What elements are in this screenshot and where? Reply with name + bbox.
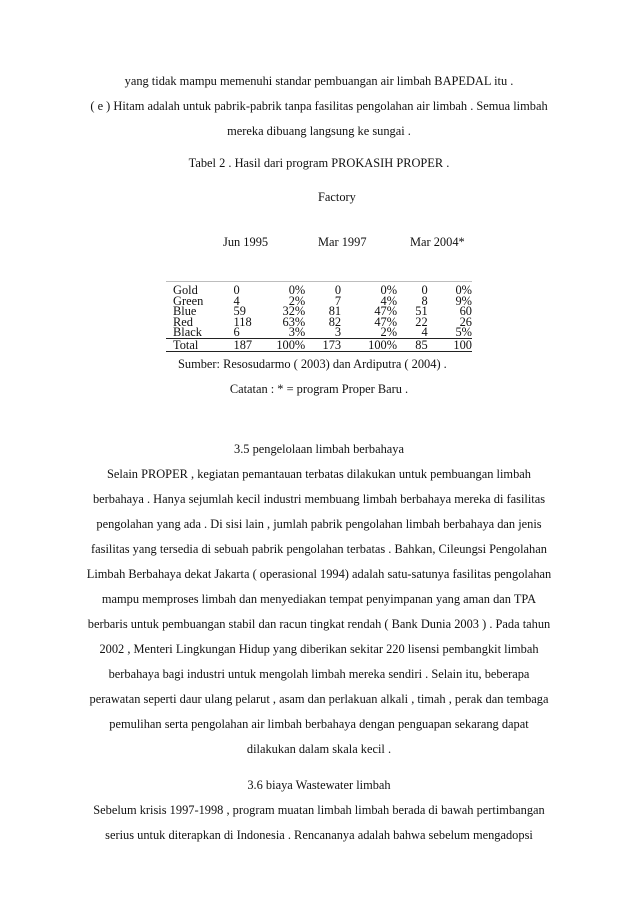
row-label: Green bbox=[173, 293, 204, 308]
cell: 4 bbox=[233, 293, 240, 308]
period-header-3: Mar 2004* bbox=[410, 235, 465, 249]
section-3-5-line: fasilitas yang tersedia di sebuah pabrik pengolahan terbatas . Bahkan, Cileungsi Pengolahan bbox=[91, 542, 547, 556]
proper-results-table bbox=[166, 281, 472, 352]
cell: 32% bbox=[282, 304, 306, 319]
section-3-5-line: mampu memproses limbah dan menyediakan tempat penyimpanan yang aman dan TPA bbox=[101, 592, 537, 606]
cell: 0 bbox=[421, 283, 428, 297]
cell: 0% bbox=[455, 283, 472, 297]
cell: 3% bbox=[288, 325, 306, 340]
section-3-5-line: Limbah Berbahaya dekat Jakarta ( operasional 1994) adalah satu-satunya fasilitas pengolahan bbox=[86, 567, 552, 581]
cell: 5% bbox=[455, 325, 472, 340]
cell: 4% bbox=[380, 293, 398, 308]
cell: 47% bbox=[374, 304, 398, 319]
cell: 100% bbox=[265, 338, 305, 351]
cell: 100% bbox=[341, 338, 397, 351]
intro-line-3: mereka dibuang langsung ke sungai . bbox=[227, 124, 411, 138]
section-3-5-line: Selain PROPER , kegiatan pemantauan terbatas dilakukan untuk pembuangan limbah bbox=[107, 467, 531, 481]
section-3-5-line: pemulihan serta pengolahan air limbah berbahaya dengan penguapan sekarang dapat bbox=[109, 717, 529, 731]
cell: 82 bbox=[328, 314, 342, 329]
section-3-5-line: pengolahan yang ada . Di sisi lain , jumlah pabrik pengolahan limbah berbahaya dan jenis bbox=[96, 517, 542, 531]
cell: 2% bbox=[380, 325, 398, 340]
section-3-6-line: Sebelum krisis 1997-1998 , program muatan limbah limbah berada di bawah pertimbangan bbox=[93, 803, 545, 817]
intro-line-1: yang tidak mampu memenuhi standar pembuangan air limbah BAPEDAL itu . bbox=[124, 74, 514, 88]
row-label: Red bbox=[173, 314, 193, 329]
cell: 7 bbox=[334, 293, 342, 308]
cell: 59 bbox=[233, 304, 246, 319]
cell: 60 bbox=[459, 304, 472, 319]
table-row bbox=[166, 327, 472, 338]
section-3-5-line: berbaris untuk pembuangan stabil dan racun tingkat rendah ( Bank Dunia 2003 ) . Pada tahun bbox=[87, 617, 551, 631]
cell: 85 bbox=[397, 338, 428, 351]
table-note: Catatan : * = program Proper Baru . bbox=[229, 382, 409, 396]
cell: 2% bbox=[288, 293, 306, 308]
intro-line-2: ( e ) Hitam adalah untuk pabrik-pabrik tanpa fasilitas pengolahan air limbah . Semua limbah bbox=[90, 99, 548, 113]
table-total-row bbox=[166, 338, 472, 351]
cell: 100 bbox=[428, 338, 472, 351]
row-label: Black bbox=[173, 325, 202, 340]
cell: 81 bbox=[328, 304, 342, 319]
period-header-1: Jun 1995 bbox=[223, 235, 269, 249]
cell: 26 bbox=[459, 314, 472, 329]
row-label: Blue bbox=[173, 304, 197, 319]
section-3-5-line: dilakukan dalam skala kecil . bbox=[246, 742, 392, 756]
cell: 0 bbox=[334, 283, 342, 297]
cell: 187 bbox=[234, 338, 266, 351]
cell: 0% bbox=[380, 283, 398, 297]
table-source: Sumber: Resosudarmo ( 2003) dan Ardiputra ( 2004) . bbox=[178, 357, 447, 371]
section-3-6-line: serius untuk diterapkan di Indonesia . Rencananya adalah bahwa sebelum mengadopsi bbox=[105, 828, 533, 842]
cell: 0 bbox=[233, 283, 240, 297]
period-header-2: Mar 1997 bbox=[318, 235, 367, 249]
section-3-5-line: perawatan seperti daur ulang pelarut , asam dan perlakuan alkali , timah , perak dan tembaga bbox=[89, 692, 549, 706]
cell: 3 bbox=[334, 325, 342, 340]
cell: 9% bbox=[455, 293, 472, 308]
table-caption: Tabel 2 . Hasil dari program PROKASIH PROPER . bbox=[188, 156, 450, 170]
row-label: Gold bbox=[173, 283, 198, 297]
section-3-5-line: berbahaya . Hanya sejumlah kecil industri membuang limbah berbahaya mereka di fasilitas bbox=[92, 492, 546, 506]
cell: 8 bbox=[421, 293, 428, 308]
section-3-5-line: 2002 , Menteri Lingkungan Hidup yang diberikan sekitar 220 lisensi pembangkit limbah bbox=[99, 642, 539, 656]
cell: 173 bbox=[305, 338, 341, 351]
total-label: Total bbox=[166, 338, 234, 351]
cell: 63% bbox=[282, 314, 306, 329]
cell: 51 bbox=[415, 304, 428, 319]
section-3-5-heading: 3.5 pengelolaan limbah berbahaya bbox=[234, 442, 404, 456]
cell: 47% bbox=[374, 314, 398, 329]
section-3-5-line: berbahaya bagi industri untuk mengolah limbah mereka sendiri . Selain itu, beberapa bbox=[108, 667, 530, 681]
cell: 0% bbox=[288, 283, 306, 297]
cell: 118 bbox=[233, 314, 252, 329]
table-group-header: Factory bbox=[318, 190, 356, 204]
cell: 6 bbox=[233, 325, 240, 340]
cell: 4 bbox=[421, 325, 428, 340]
section-3-6-heading: 3.6 biaya Wastewater limbah bbox=[247, 778, 391, 792]
cell: 22 bbox=[415, 314, 428, 329]
